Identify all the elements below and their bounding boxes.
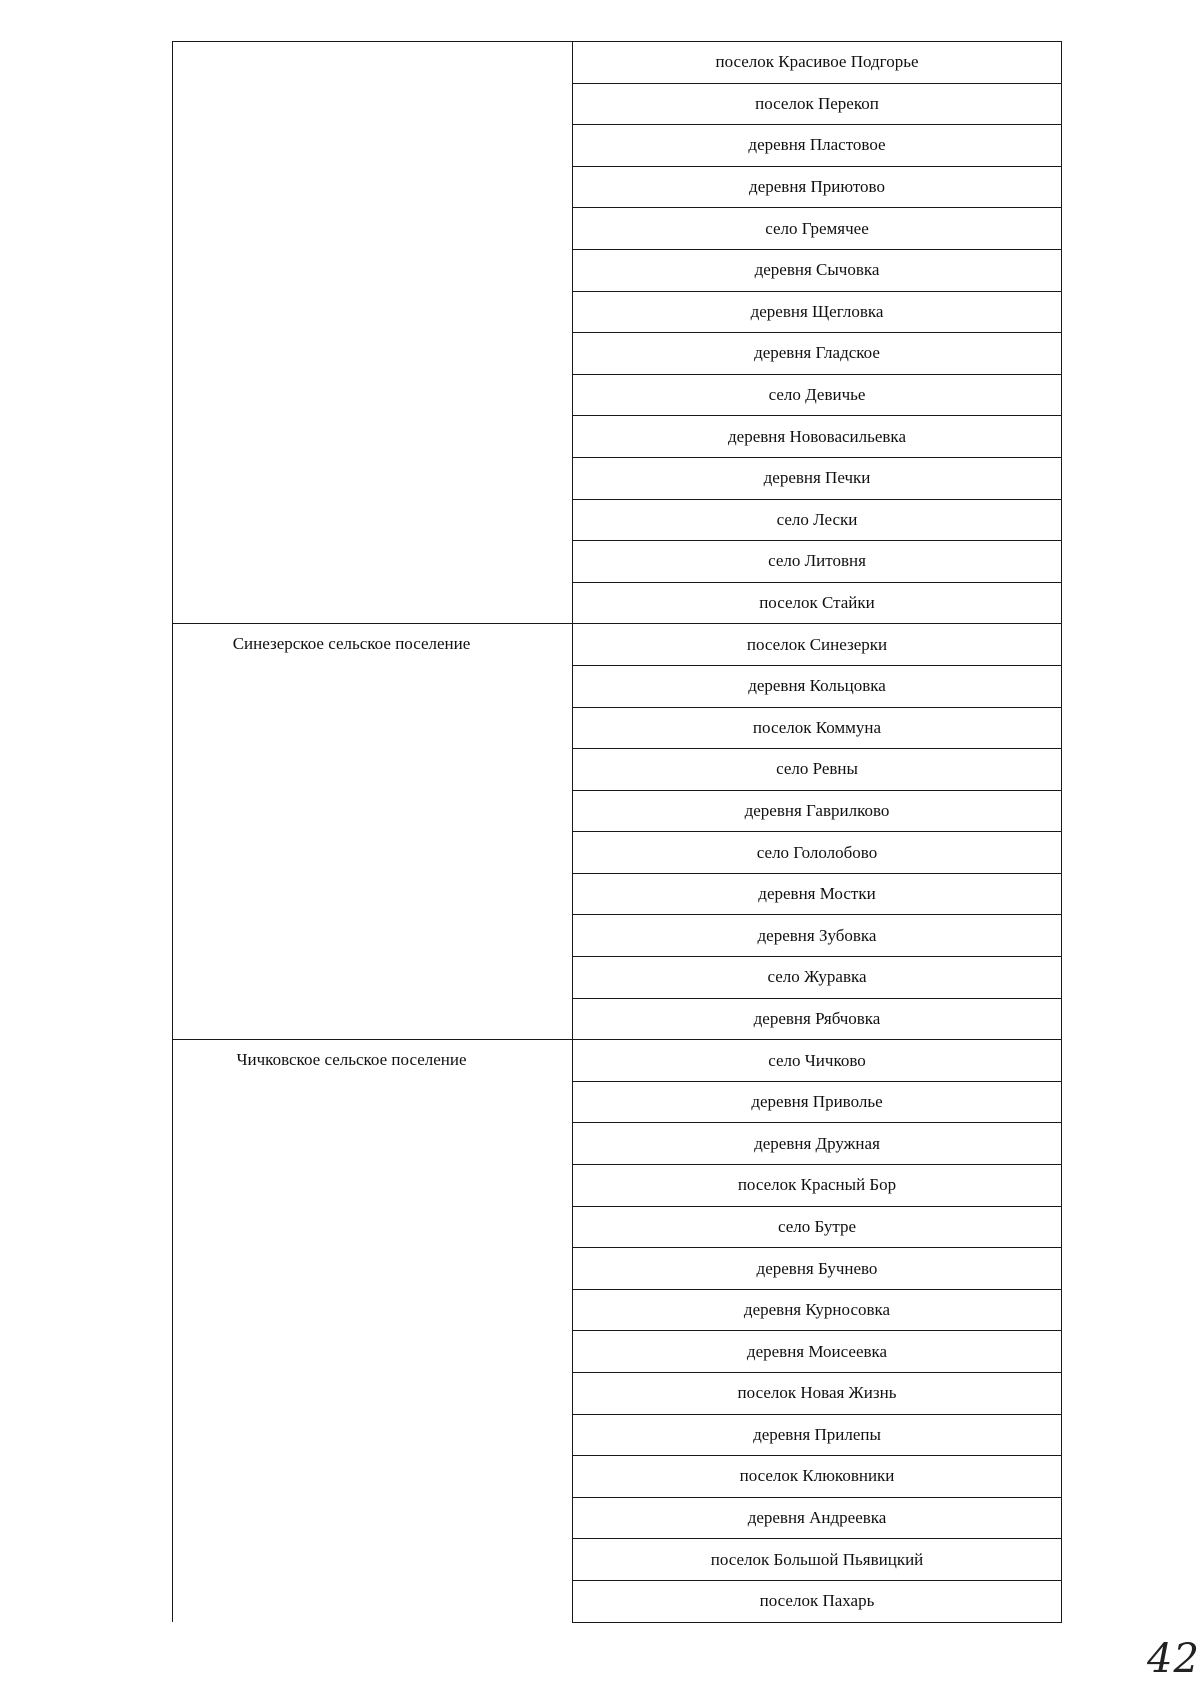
locality-cell: село Чичково: [573, 1040, 1062, 1082]
settlement-name: [173, 42, 572, 52]
table-row: [173, 624, 1062, 666]
locality-cell: поселок Стайки: [573, 582, 1062, 624]
settlement-cell: [173, 42, 573, 624]
locality-cell: деревня Мостки: [573, 873, 1062, 915]
locality-cell: деревня Курносовка: [573, 1289, 1062, 1331]
settlement-cell: [173, 1040, 573, 1622]
locality-cell: село Лески: [573, 499, 1062, 541]
locality-cell: деревня Гладское: [573, 333, 1062, 375]
locality-cell: деревня Андреевка: [573, 1497, 1062, 1539]
locality-cell: деревня Нововасильевка: [573, 416, 1062, 458]
locality-cell: деревня Прилепы: [573, 1414, 1062, 1456]
locality-cell: деревня Пластовое: [573, 125, 1062, 167]
locality-cell: село Девичье: [573, 374, 1062, 416]
locality-cell: поселок Синезерки: [573, 624, 1062, 666]
locality-cell: деревня Гаврилково: [573, 790, 1062, 832]
locality-cell: село Гремячее: [573, 208, 1062, 250]
table-row: [173, 42, 1062, 84]
locality-cell: деревня Сычовка: [573, 249, 1062, 291]
locality-cell: деревня Бучнево: [573, 1248, 1062, 1290]
locality-cell: деревня Дружная: [573, 1123, 1062, 1165]
locality-cell: поселок Клюковники: [573, 1456, 1062, 1498]
locality-cell: село Гололобово: [573, 832, 1062, 874]
locality-cell: село Бутре: [573, 1206, 1062, 1248]
settlement-name: Синезерское сельское поселение: [232, 634, 471, 654]
locality-cell: деревня Печки: [573, 457, 1062, 499]
locality-cell: деревня Моисеевка: [573, 1331, 1062, 1373]
settlement-name: Чичковское сельское поселение: [236, 1050, 467, 1070]
locality-cell: поселок Коммуна: [573, 707, 1062, 749]
locality-cell: деревня Приютово: [573, 166, 1062, 208]
locality-cell: деревня Приволье: [573, 1081, 1062, 1123]
locality-cell: поселок Красный Бор: [573, 1165, 1062, 1207]
locality-cell: поселок Пахарь: [573, 1580, 1062, 1622]
locality-cell: поселок Перекоп: [573, 83, 1062, 125]
locality-cell: деревня Кольцовка: [573, 665, 1062, 707]
locality-cell: деревня Зубовка: [573, 915, 1062, 957]
locality-cell: село Журавка: [573, 957, 1062, 999]
table-row: [173, 1040, 1062, 1082]
settlements-table: [172, 41, 1062, 1623]
locality-cell: поселок Большой Пьявицкий: [573, 1539, 1062, 1581]
settlement-cell: [173, 624, 573, 1040]
locality-cell: село Литовня: [573, 541, 1062, 583]
locality-cell: деревня Щегловка: [573, 291, 1062, 333]
locality-cell: поселок Новая Жизнь: [573, 1373, 1062, 1415]
locality-cell: село Ревны: [573, 749, 1062, 791]
page-number: 42: [1147, 1636, 1200, 1682]
locality-cell: деревня Рябчовка: [573, 998, 1062, 1040]
locality-cell: поселок Красивое Подгорье: [573, 42, 1062, 84]
